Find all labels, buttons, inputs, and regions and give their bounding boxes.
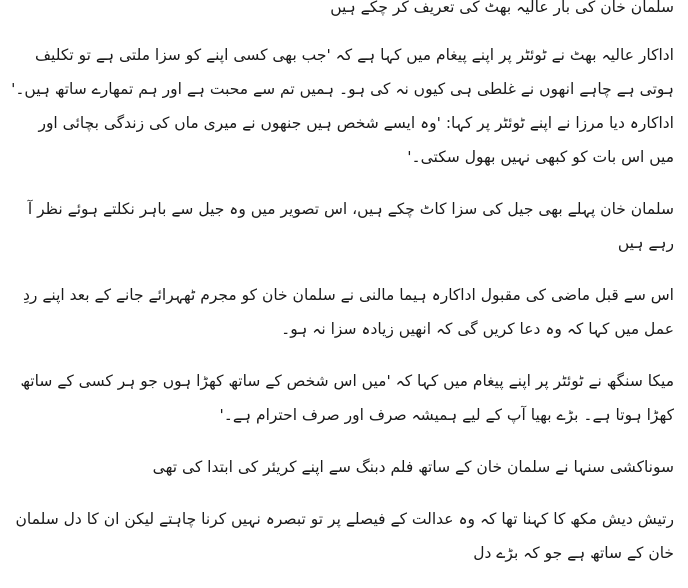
paragraph-mika-singh: میکا سنگھ نے ٹوئٹر پر اپنے پیغام میں کہا کہ 'میں اس شخص کے ساتھ کھڑا ہوں جو ہر کسی کے ساتھ کھڑا ہوتا ہے۔ بڑے بھیا آپ کے لیے ہمیشہ صرف اور صرف احترام ہے۔': [20, 372, 674, 424]
image-caption-salman-jail: سلمان خان پہلے بھی جیل کی سزا کاٹ چکے ہیں، اس تصویر میں وہ جیل سے باہر نکلتے ہوئے نظر آ رہے ہیں: [27, 200, 674, 252]
paragraph-hema-malini: اس سے قبل ماضی کی مقبول اداکارہ ہیما مالنی نے سلمان خان کو مجرم ٹھہرائے جانے کے بعد اپنے ردِ عمل میں کہا کہ وہ دعا کریں گی کہ انھیں زیادہ سزا نہ ہو۔: [23, 286, 674, 338]
image-caption-sonakshi: سوناکشی سنہا نے سلمان خان کے ساتھ فلم دبنگ سے اپنے کریئر کی ابتدا کی تھی: [152, 458, 674, 476]
paragraph-riteish-deshmukh: رتیش دیش مکھ کا کہنا تھا کہ وہ عدالت کے فیصلے پر تو تبصرہ نہیں کرنا چاہتے لیکن ان کا دل سلمان خان کے ساتھ ہے جو کہ بڑے دل: [15, 510, 674, 562]
paragraph-alia-dia-reaction: اداکار عالیہ بھٹ نے ٹوئٹر پر اپنے پیغام میں کہا ہے کہ 'جب بھی کسی اپنے کو سزا ملتی ہے تو تکلیف ہوتی ہے چاہے انھوں نے غلطی ہی کیوں نہ کی ہو۔ ہمیں تم سے محبت ہے اور ہم تمھارے ساتھ ہیں۔' اداکارہ دیا مرزا نے اپنے ٹوئٹر پر کہا: 'وہ ایسے شخص ہیں جنھوں نے میری ماں کی زندگی بچائی اور میں اس بات کو کبھی نہیں بھول سکتی۔': [11, 46, 674, 166]
image-caption-salman-alia: سلمان خان کی بار عالیہ بھٹ کی تعریف کر چکے ہیں: [330, 0, 674, 16]
